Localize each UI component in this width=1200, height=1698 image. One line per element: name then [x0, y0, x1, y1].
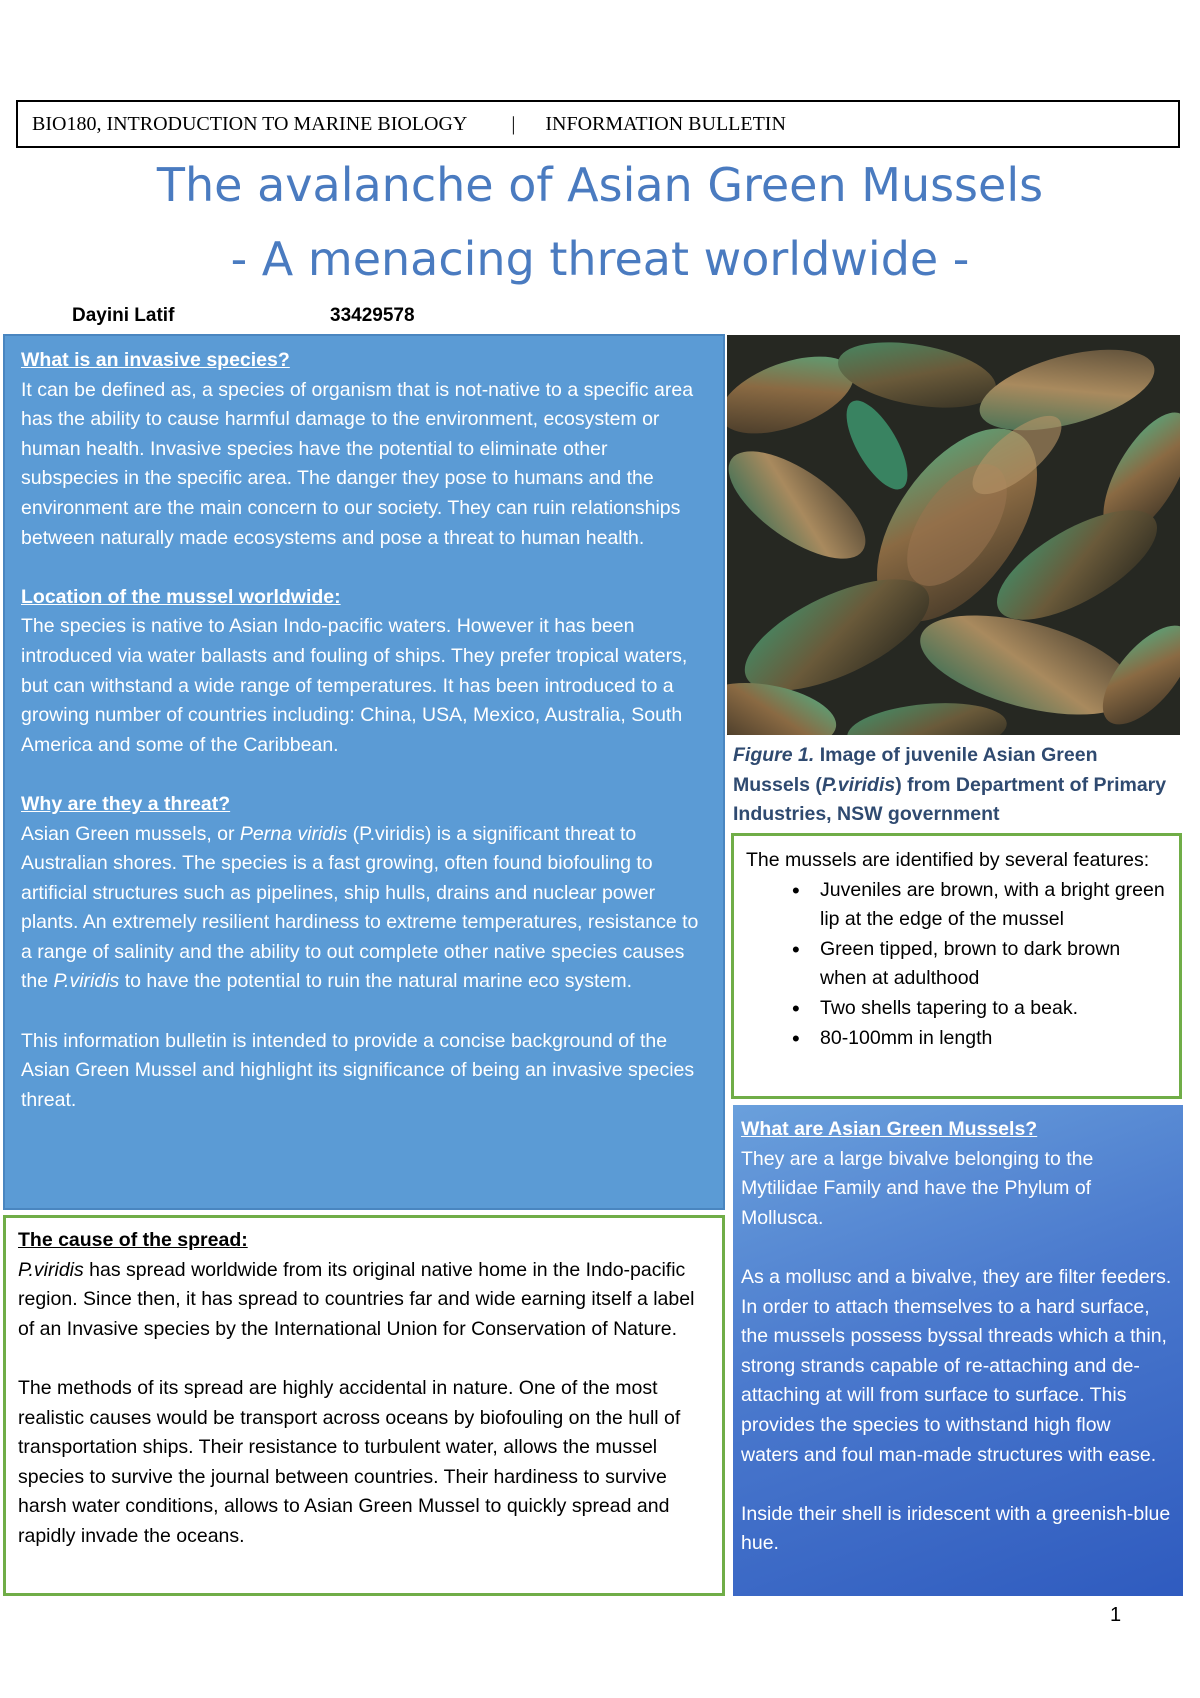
- invasive-heading: What is an invasive species?: [21, 349, 290, 371]
- author-name: Dayini Latif: [72, 305, 175, 326]
- features-panel: [731, 833, 1182, 1099]
- spread-body-1: P.viridis has spread worldwide from its original native home in the Indo-pacific region. Since then, it has spread to countries far and wide earning itself a label of an Invasive species by the International Union for Conservation of Nature.: [18, 1258, 695, 1340]
- invasive-body: It can be defined as, a species of organism that is not-native to a specific area has the ability to cause harmful damage to the environment, ecosystem or human health. Invasive species have the potential to eliminate other subspecies in the specific area. The danger they pose to humans and the environment are the main concern to our society. They can ruin relationships between naturally made ecosystems and pose a threat to human health.: [21, 378, 694, 549]
- threat-body: Asian Green mussels, or Perna viridis (P.viridis) is a significant threat to Australian shores. The species is a fast growing, often found biofouling to artificial structures such as pipelines, ship hulls, drains and nuclear power plants. An extremely resilient hardiness to extreme temperatures, resistance to a range of salinity and the ability to out complete other native species causes the P.viridis to have the potential to ruin the natural marine eco system.: [21, 822, 699, 993]
- about-body-1: They are a large bivalve belonging to the Mytilidae Family and have the Phylum of Mollusca.: [741, 1147, 1094, 1229]
- threat-heading: Why are they a threat?: [21, 792, 231, 815]
- mussel-photo: [727, 335, 1180, 735]
- list-item: • 80-100mm in length: [746, 1024, 1169, 1054]
- spread-panel: [3, 1215, 725, 1596]
- location-body: The species is native to Asian Indo-pacific waters. However it has been introduced via water ballasts and fouling of ships. They prefer tropical waters, but can withstand a wide range of temperatures. It has been introduced to a growing number of countries including: China, USA, Mexico, Australia, South America and some of the Caribbean.: [21, 615, 688, 756]
- student-id: 33429578: [330, 305, 415, 326]
- features-list: [746, 876, 1169, 1054]
- about-heading: What are Asian Green Mussels?: [741, 1118, 1038, 1140]
- about-panel: [733, 1105, 1183, 1596]
- course-header: [16, 100, 1180, 148]
- page-subtitle: - A menacing threat worldwide -: [230, 232, 970, 286]
- bulletin-type: INFORMATION BULLETIN: [545, 112, 786, 135]
- page-number: 1: [1110, 1604, 1122, 1626]
- page-title: The avalanche of Asian Green Mussels: [156, 158, 1044, 212]
- mussel-illustration: [727, 335, 1180, 735]
- about-body-3: Inside their shell is iridescent with a greenish-blue hue.: [741, 1502, 1171, 1555]
- location-heading: Location of the mussel worldwide:: [21, 585, 341, 608]
- header-separator: |: [511, 112, 516, 135]
- bulletin-intro-note: This information bulletin is intended to provide a concise background of the Asian Green Mussel and highlight its significance of being an invasive species threat.: [21, 1029, 695, 1111]
- about-body-2: As a mollusc and a bivalve, they are filter feeders. In order to attach themselves to a hard surface, the mussels possess byssal threads which a thin, strong strands capable of re-attaching and de-attaching at will from surface to surface. This provides the species to withstand high flow waters and foul man-made structures with ease.: [741, 1265, 1172, 1466]
- intro-panel: [3, 334, 725, 1210]
- list-item: • Two shells tapering to a beak.: [746, 994, 1169, 1024]
- spread-heading: The cause of the spread:: [18, 1229, 248, 1251]
- list-item: • Green tipped, brown to dark brown when at adulthood: [746, 935, 1169, 994]
- figure-caption: Figure 1. Image of juvenile Asian Green Mussels (P.viridis) from Department of Primary Industries, NSW government: [733, 744, 1167, 826]
- list-item: • Juveniles are brown, with a bright green lip at the edge of the mussel: [746, 876, 1169, 935]
- course-title: BIO180, INTRODUCTION TO MARINE BIOLOGY: [32, 112, 468, 135]
- features-intro: The mussels are identified by several features:: [746, 849, 1150, 871]
- spread-body-2: The methods of its spread are highly accidental in nature. One of the most realistic causes would be transport across oceans by biofouling on the hull of transportation ships. Their resistance to turbulent water, allows the mussel species to survive the journal between countries. Their hardiness to survive harsh water conditions, allows to Asian Green Mussel to quickly spread and rapidly invade the oceans.: [18, 1376, 681, 1547]
